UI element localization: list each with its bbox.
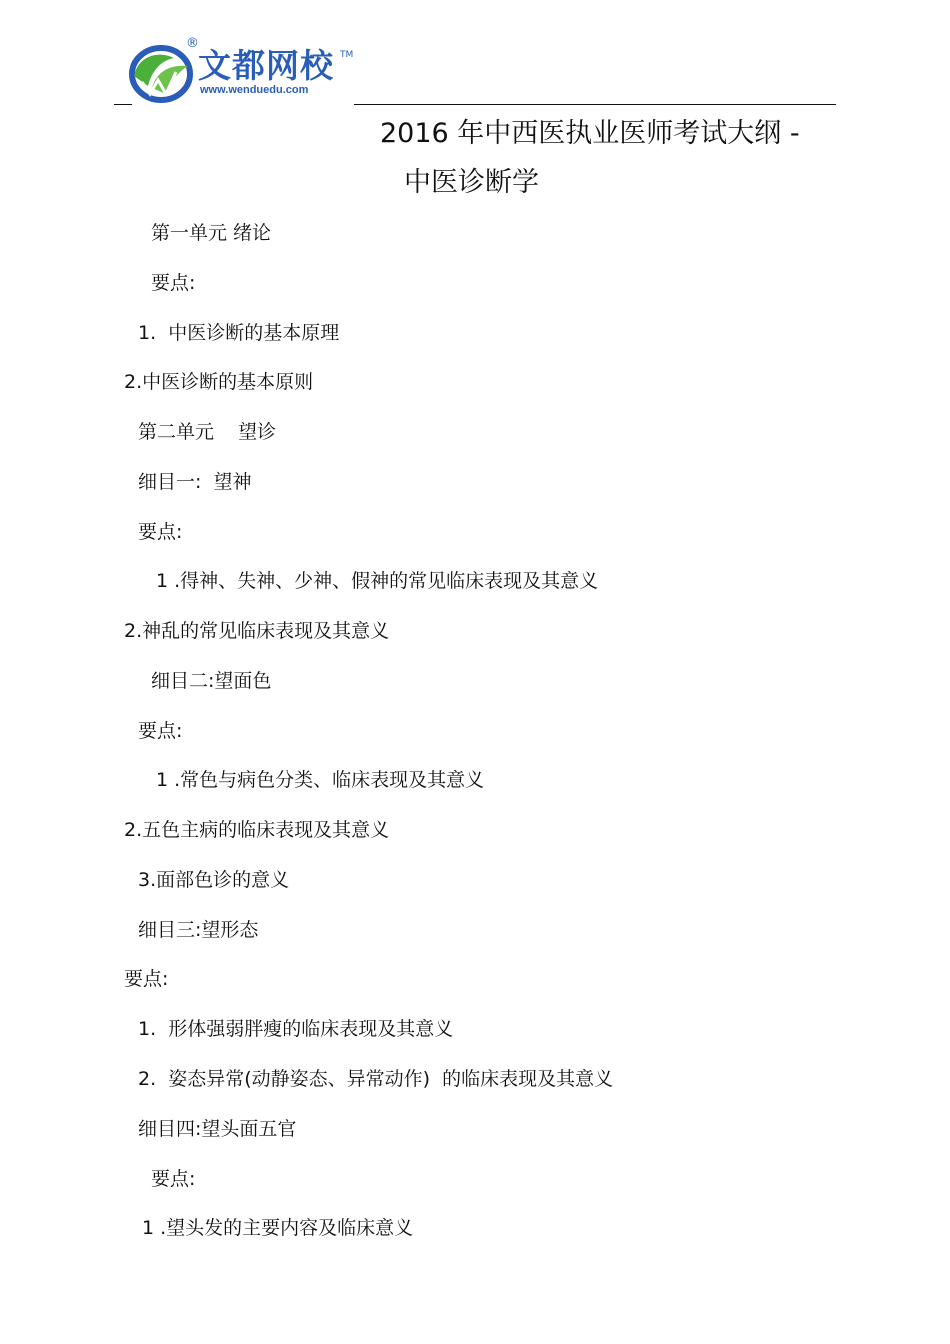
subsection-heading: 细目四:望头面五官 [138,1118,297,1140]
outline-item: 1 .望头发的主要内容及临床意义 [142,1217,414,1239]
unit-heading: 第二单元 望诊 [138,421,277,443]
wendu-logo [128,38,360,104]
unit-heading: 第一单元 绪论 [151,222,272,244]
logo-url: www.wenduedu.com [200,84,309,96]
document-title-line2: 中医诊断学 [404,167,539,198]
outline-item: 3.面部色诊的意义 [138,869,290,891]
registered-mark: ® [186,36,199,51]
outline-item: 1. 形体强弱胖瘦的临床表现及其意义 [138,1018,454,1040]
document-title-line1: 2016 年中西医执业医师考试大纲 - [380,118,800,149]
logo-name: 文都网校 [198,46,334,85]
outline-item: 2.五色主病的临床表现及其意义 [124,819,390,841]
header-rule-left [114,104,132,105]
subsection-heading: 细目三:望形态 [138,919,259,941]
key-points-label: 要点: [138,720,183,742]
header-rule-right [354,104,836,105]
subsection-heading: 细目一: 望神 [138,471,252,493]
trademark-mark: TM [340,50,354,60]
leaf-logo-icon [128,42,198,104]
key-points-label: 要点: [151,272,196,294]
key-points-label: 要点: [151,1168,196,1190]
key-points-label: 要点: [124,968,169,990]
outline-item: 1 .常色与病色分类、临床表现及其意义 [156,769,485,791]
outline-item: 2.中医诊断的基本原则 [124,371,314,393]
key-points-label: 要点: [138,521,183,543]
outline-item: 1 .得神、失神、少神、假神的常见临床表现及其意义 [156,570,599,592]
outline-item: 1. 中医诊断的基本原理 [138,322,340,344]
outline-item: 2. 姿态异常(动静姿态、异常动作) 的临床表现及其意义 [138,1068,614,1090]
outline-item: 2.神乱的常见临床表现及其意义 [124,620,390,642]
subsection-heading: 细目二:望面色 [151,670,272,692]
